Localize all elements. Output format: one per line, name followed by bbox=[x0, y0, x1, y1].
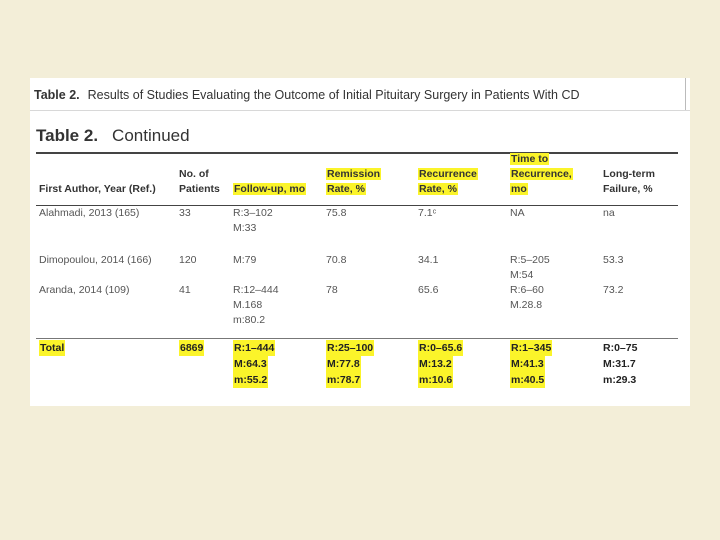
page-edge bbox=[685, 78, 690, 110]
row1-remission: 75.8 bbox=[326, 207, 347, 219]
row2-recurrence: 34.1 bbox=[418, 254, 439, 266]
header-failure: Long-term Failure, % bbox=[603, 168, 655, 195]
total-patients: 6869 bbox=[180, 342, 204, 354]
row1-time: NA bbox=[510, 207, 525, 219]
header-patients: No. of Patients bbox=[179, 168, 220, 195]
row2-failure: 53.3 bbox=[603, 254, 624, 266]
continued-title bbox=[36, 126, 190, 146]
row3-patients: 41 bbox=[179, 284, 191, 296]
header-remission: Remission Rate, % bbox=[327, 168, 381, 195]
row1-failure: na bbox=[603, 207, 615, 219]
row1-patients: 33 bbox=[179, 207, 191, 219]
total-followup: R:1–444 M:64.3 m:55.2 bbox=[234, 342, 275, 386]
header-followup: Follow-up, mo bbox=[234, 183, 306, 195]
row3-recurrence: 65.6 bbox=[418, 284, 439, 296]
row1-author: Alahmadi, 2013 (165) bbox=[39, 207, 140, 219]
continued-text: Continued bbox=[112, 126, 190, 145]
row1-followup: R:3–102 M:33 bbox=[233, 207, 273, 234]
row2-author: Dimopoulou, 2014 (166) bbox=[39, 254, 152, 266]
table-top-rule bbox=[36, 152, 678, 154]
total-label: Total bbox=[40, 342, 65, 354]
table-caption bbox=[34, 88, 580, 102]
continued-label: Table 2. bbox=[36, 126, 99, 145]
total-failure: R:0–75 M:31.7 m:29.3 bbox=[603, 342, 638, 386]
row2-remission: 70.8 bbox=[326, 254, 347, 266]
table-caption-strip bbox=[30, 78, 690, 111]
row1-recurrence: 7.1ᶜ bbox=[418, 207, 437, 219]
row3-time: R:6–60 M.28.8 bbox=[510, 284, 544, 311]
total-rule bbox=[36, 338, 678, 339]
row3-author: Aranda, 2014 (109) bbox=[39, 284, 130, 296]
header-recurrence: Recurrence Rate, % bbox=[419, 168, 477, 195]
row3-remission: 78 bbox=[326, 284, 338, 296]
row2-time: R:5–205 M:54 bbox=[510, 254, 550, 281]
document-image bbox=[30, 78, 690, 406]
table-panel bbox=[30, 114, 678, 406]
table-caption-text: Results of Studies Evaluating the Outcome of Initial Pituitary Surgery in Patients With CD bbox=[87, 88, 580, 102]
row2-patients: 120 bbox=[179, 254, 197, 266]
header-author: First Author, Year (Ref.) bbox=[39, 183, 156, 195]
total-remission: R:25–100 M:77.8 m:78.7 bbox=[327, 342, 374, 386]
header-time-to-recurrence: Time to Recurrence, mo bbox=[511, 153, 572, 195]
row2-followup: M:79 bbox=[233, 254, 257, 266]
total-time: R:1–345 M:41.3 m:40.5 bbox=[511, 342, 552, 386]
table-caption-label: Table 2. bbox=[34, 88, 80, 102]
total-recurrence: R:0–65.6 M:13.2 m:10.6 bbox=[419, 342, 463, 386]
row3-followup: R:12–444 M.168 m:80.2 bbox=[233, 284, 279, 326]
row3-failure: 73.2 bbox=[603, 284, 624, 296]
